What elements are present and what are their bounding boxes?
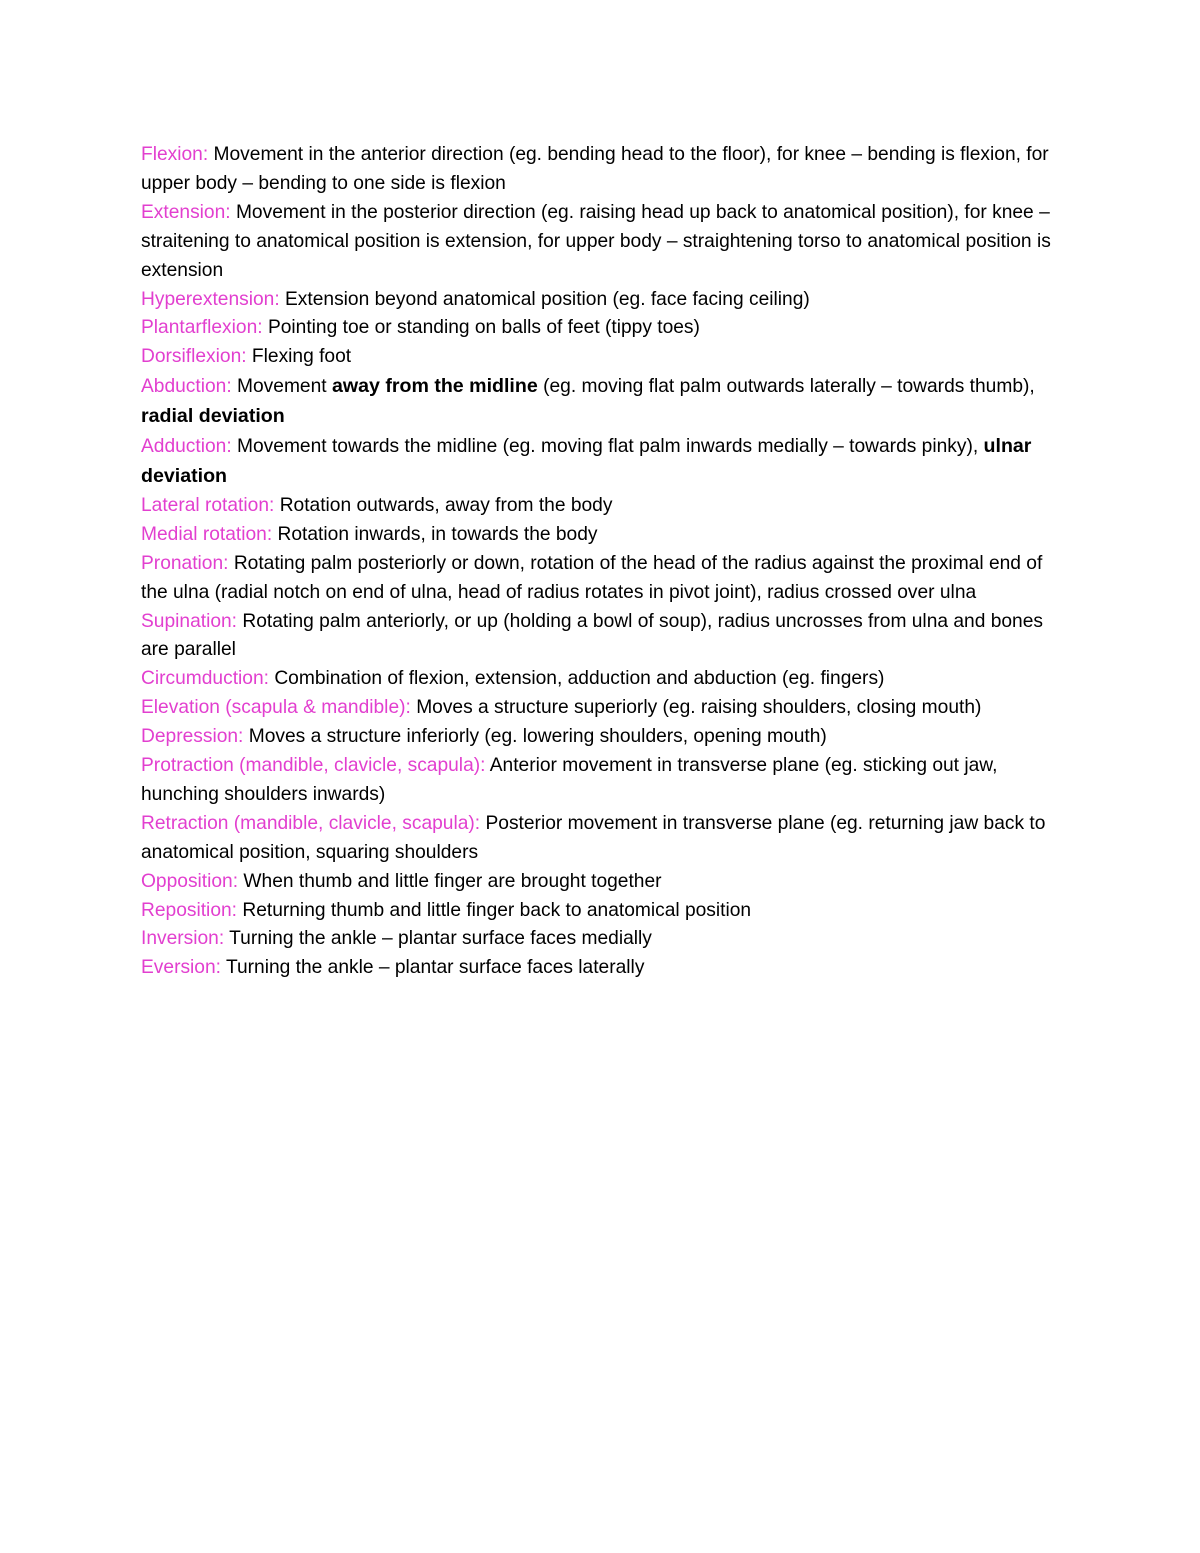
entry-protraction <box>141 752 1059 810</box>
definition-text: Returning thumb and little finger back to anatomical position <box>242 899 752 921</box>
definition-text: Moves a structure superiorly (eg. raising shoulders, closing mouth) <box>416 697 982 719</box>
definition-text: Rotating palm posteriorly or down, rotation of the head of the radius against the proximal end of the ulna (radial notch on end of ulna, head of radius rotates in pivot joint), radius crossed over ulna <box>141 552 1043 603</box>
definition-text: Movement <box>237 376 327 398</box>
definition-text: Turning the ankle – plantar surface faces laterally <box>225 957 645 979</box>
definition-text: When thumb and little finger are brought together <box>243 870 662 892</box>
term-label: Circumduction: <box>141 668 269 690</box>
term-label: Medial rotation: <box>141 523 273 545</box>
definition-text: Movement in the posterior direction (eg. raising head up back to anatomical position), for knee – straitening to anatomical position is extension, for upper body – straightening torso to anatomical position is extension <box>141 201 1051 281</box>
entry-depression <box>141 723 1059 752</box>
term-label: Extension: <box>141 201 231 223</box>
entry-opposition <box>141 868 1059 897</box>
definition-text: Posterior movement in transverse plane (eg. returning jaw back to anatomical position, squaring shoulders <box>141 812 1046 863</box>
definition-text: Combination of flexion, extension, adduction and abduction (eg. fingers) <box>274 668 885 690</box>
definition-emphasis: away from the midline <box>331 375 538 398</box>
entry-circumduction <box>141 665 1059 694</box>
term-label: Depression: <box>141 726 244 748</box>
entry-elevation <box>141 694 1059 723</box>
definition-emphasis: radial deviation <box>141 405 285 428</box>
document-body <box>141 141 1059 983</box>
entry-reposition <box>141 897 1059 926</box>
term-label: Abduction: <box>141 376 232 398</box>
definition-text: (eg. moving flat palm outwards laterally – towards thumb), <box>543 376 1035 398</box>
term-label: Eversion: <box>141 957 221 979</box>
entry-flexion <box>141 141 1059 199</box>
definition-text: Pointing toe or standing on balls of feet (tippy toes) <box>267 317 700 339</box>
entry-pronation <box>141 550 1059 608</box>
definition-text: Anterior movement in transverse plane (eg. sticking out jaw, hunching shoulders inwards) <box>141 755 998 805</box>
entry-dorsiflexion <box>141 343 1059 372</box>
definition-text: Flexing foot <box>251 346 352 368</box>
term-label: Supination: <box>141 610 238 632</box>
term-label: Inversion: <box>141 928 225 950</box>
term-label: Protraction (mandible, clavicle, scapula): <box>141 755 486 777</box>
entry-inversion <box>141 925 1059 954</box>
definition-text: Rotation outwards, away from the body <box>279 494 613 516</box>
term-label: Retraction (mandible, clavicle, scapula): <box>141 812 481 834</box>
definition-text: Extension beyond anatomical position (eg. face facing ceiling) <box>285 288 810 310</box>
definition-text: Turning the ankle – plantar surface faces medially <box>229 928 652 950</box>
entry-hyperextension <box>141 286 1059 315</box>
entry-lateral-rotation <box>141 492 1059 521</box>
definition-text: Moves a structure inferiorly (eg. lowering shoulders, opening mouth) <box>248 726 827 748</box>
term-label: Elevation (scapula & mandible): <box>141 697 411 719</box>
term-label: Flexion: <box>141 144 209 165</box>
entry-abduction <box>141 372 1059 432</box>
definition-text: Movement in the anterior direction (eg. bending head to the floor), for knee – bending is flexion, for upper body – bending to one side is flexion <box>141 144 1049 194</box>
term-label: Hyperextension: <box>141 288 280 310</box>
term-label: Dorsiflexion: <box>141 346 247 368</box>
entry-plantarflexion <box>141 314 1059 343</box>
entry-retraction <box>141 810 1059 868</box>
definition-text: Movement towards the midline (eg. moving flat palm inwards medially – towards pinky), <box>237 436 979 458</box>
term-label: Opposition: <box>141 870 239 892</box>
term-label: Pronation: <box>141 552 229 574</box>
entry-extension <box>141 199 1059 286</box>
entry-supination <box>141 608 1059 666</box>
entry-adduction <box>141 432 1059 492</box>
definition-emphasis: ulnar deviation <box>141 435 1032 487</box>
term-label: Lateral rotation: <box>141 494 275 516</box>
definition-text: Rotating palm anteriorly, or up (holding a bowl of soup), radius uncrosses from ulna and bones are parallel <box>141 610 1043 661</box>
definition-text: Rotation inwards, in towards the body <box>277 523 598 545</box>
entry-medial-rotation <box>141 521 1059 550</box>
entry-eversion <box>141 954 1059 983</box>
term-label: Plantarflexion: <box>141 317 263 339</box>
term-label: Adduction: <box>141 436 232 458</box>
term-label: Reposition: <box>141 899 237 921</box>
